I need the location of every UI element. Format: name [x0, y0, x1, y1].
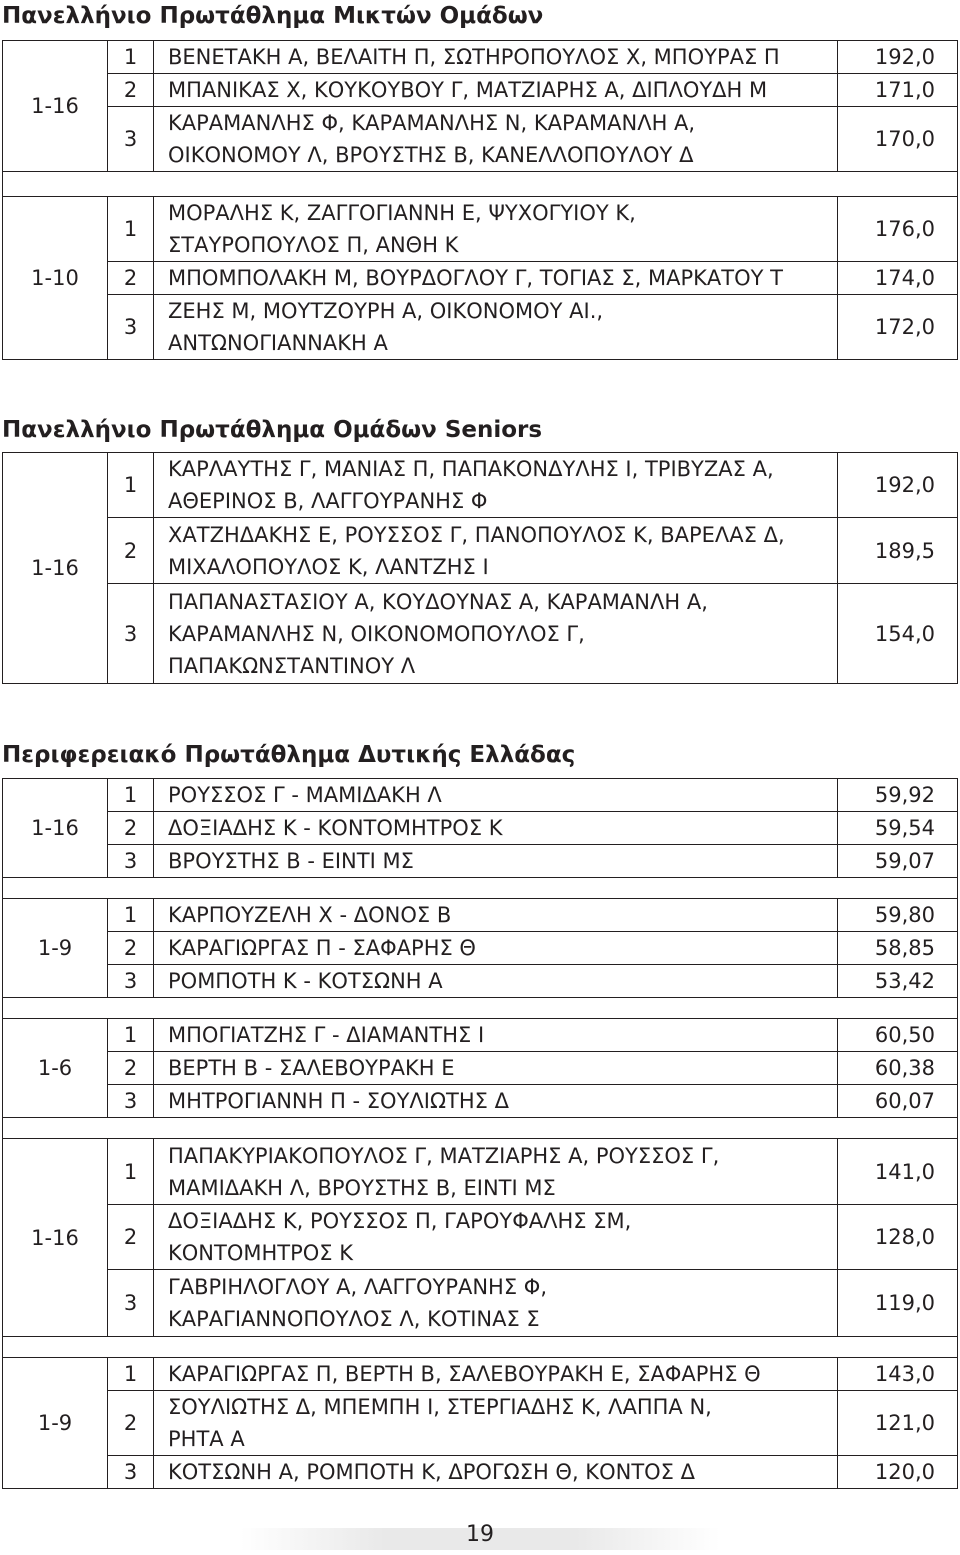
- score-cell: 59,07: [838, 845, 958, 878]
- names-cell: [154, 812, 838, 845]
- names-line: ΚΑΡΛΑΥΤΗΣ Γ, ΜΑΝΙΑΣ Π, ΠΑΠΑΚΟΝΔΥΛΗΣ Ι, ΤΡΙΒΥΖΑΣ Α,: [168, 457, 774, 481]
- score-cell: 59,80: [838, 899, 958, 932]
- score-cell: 128,0: [838, 1205, 958, 1270]
- score-cell: 120,0: [838, 1456, 958, 1489]
- names-cell: [154, 1019, 838, 1052]
- table-row: [3, 518, 958, 584]
- names-line: ΖΕΗΣ Μ, ΜΟΥΤΖΟΥΡΗ Α, ΟΙΚΟΝΟΜΟΥ ΑΙ.,: [168, 299, 604, 323]
- category-cell: 1-9: [3, 1358, 108, 1489]
- names-cell: [154, 1391, 838, 1456]
- position-cell: 2: [108, 812, 154, 845]
- position-cell: 1: [108, 779, 154, 812]
- names-cell: [154, 41, 838, 74]
- score-cell: 58,85: [838, 932, 958, 965]
- names-line: ΣΟΥΛΙΩΤΗΣ Δ, ΜΠΕΜΠΗ Ι, ΣΤΕΡΓΙΑΔΗΣ Κ, ΛΑΠΠΑ Ν,: [168, 1395, 712, 1419]
- names-cell: [154, 1052, 838, 1085]
- table-row: [3, 899, 958, 932]
- results-table-western-greece: [2, 778, 958, 1489]
- names-line: ΡΟΥΣΣΟΣ Γ - ΜΑΜΙΔΑΚΗ Λ: [168, 783, 442, 807]
- names-line: ΒΕΝΕΤΑΚΗ Α, ΒΕΛΑΙΤΗ Π, ΣΩΤΗΡΟΠΟΥΛΟΣ Χ, ΜΠΟΥΡΑΣ Π: [168, 45, 780, 69]
- names-line: ΜΙΧΑΛΟΠΟΥΛΟΣ Κ, ΛΑΝΤΖΗΣ Ι: [168, 554, 489, 579]
- names-line: ΒΕΡΤΗ Β - ΣΑΛΕΒΟΥΡΑΚΗ Ε: [168, 1056, 455, 1080]
- names-line: ΚΑΡΑΜΑΝΛΗΣ Φ, ΚΑΡΑΜΑΝΛΗΣ Ν, ΚΑΡΑΜΑΝΛΗ Α,: [168, 111, 696, 135]
- names-cell: [154, 584, 838, 684]
- section-title-western-greece: Περιφερειακό Πρωτάθλημα Δυτικής Ελλάδας: [2, 742, 576, 768]
- score-cell: 53,42: [838, 965, 958, 998]
- names-line: ΜΗΤΡΟΓΙΑΝΝΗ Π - ΣΟΥΛΙΩΤΗΣ Δ: [168, 1089, 509, 1113]
- score-cell: 174,0: [838, 262, 958, 295]
- group-separator: [3, 1118, 958, 1139]
- names-line: ΚΟΝΤΟΜΗΤΡΟΣ Κ: [168, 1241, 354, 1265]
- category-cell: 1-9: [3, 899, 108, 998]
- score-cell: 154,0: [838, 584, 958, 684]
- names-cell: [154, 107, 838, 172]
- category-cell: 1-6: [3, 1019, 108, 1118]
- position-cell: 1: [108, 41, 154, 74]
- position-cell: 1: [108, 1019, 154, 1052]
- position-cell: 3: [108, 295, 154, 360]
- names-line: ΧΑΤΖΗΔΑΚΗΣ Ε, ΡΟΥΣΣΟΣ Γ, ΠΑΝΟΠΟΥΛΟΣ Κ, ΒΑΡΕΛΑΣ Δ,: [168, 522, 785, 547]
- names-cell: [154, 1456, 838, 1489]
- names-line: ΚΑΡΑΓΙΩΡΓΑΣ Π, ΒΕΡΤΗ Β, ΣΑΛΕΒΟΥΡΑΚΗ Ε, ΣΑΦΑΡΗΣ Θ: [168, 1362, 761, 1386]
- names-cell: [154, 899, 838, 932]
- group-separator: [3, 998, 958, 1019]
- names-line: ΔΟΞΙΑΔΗΣ Κ - ΚΟΝΤΟΜΗΤΡΟΣ Κ: [168, 816, 503, 840]
- score-cell: 121,0: [838, 1391, 958, 1456]
- category-cell: 1-16: [3, 1139, 108, 1337]
- names-line: ΡΗΤΑ Α: [168, 1427, 245, 1451]
- table-row: [3, 107, 958, 172]
- table-row: [3, 1391, 958, 1456]
- score-cell: 192,0: [838, 453, 958, 518]
- score-cell: 60,07: [838, 1085, 958, 1118]
- section-title-mixed-teams: Πανελλήνιο Πρωτάθλημα Μικτών Ομάδων: [2, 3, 544, 29]
- category-cell: 1-16: [3, 41, 108, 172]
- names-cell: [154, 932, 838, 965]
- position-cell: 3: [108, 965, 154, 998]
- table-row: [3, 1205, 958, 1270]
- table-row: [3, 932, 958, 965]
- results-table-mixed-teams: [2, 40, 958, 360]
- names-line: ΔΟΞΙΑΔΗΣ Κ, ΡΟΥΣΣΟΣ Π, ΓΑΡΟΥΦΑΛΗΣ ΣΜ,: [168, 1209, 632, 1233]
- names-line: ΒΡΟΥΣΤΗΣ Β - ΕΙΝΤΙ ΜΣ: [168, 849, 414, 873]
- table-row: [3, 1270, 958, 1337]
- names-cell: [154, 518, 838, 584]
- table-row: [3, 584, 958, 684]
- position-cell: 3: [108, 107, 154, 172]
- names-line: ΜΑΜΙΔΑΚΗ Λ, ΒΡΟΥΣΤΗΣ Β, ΕΙΝΤΙ ΜΣ: [168, 1175, 556, 1200]
- position-cell: 3: [108, 845, 154, 878]
- names-line: ΚΑΡΑΓΙΑΝΝΟΠΟΥΛΟΣ Λ, ΚΟΤΙΝΑΣ Σ: [168, 1307, 540, 1331]
- names-line: ΚΑΡΠΟΥΖΕΛΗ Χ - ΔΟΝΟΣ Β: [168, 903, 452, 927]
- position-cell: 3: [108, 584, 154, 684]
- table-row: [3, 197, 958, 262]
- names-line: ΠΑΠΑΝΑΣΤΑΣΙΟΥ Α, ΚΟΥΔΟΥΝΑΣ Α, ΚΑΡΑΜΑΝΛΗ Α,: [168, 589, 708, 614]
- names-line: ΠΑΠΑΚΩΝΣΤΑΝΤΙΝΟΥ Λ: [168, 653, 416, 678]
- section-title-seniors: Πανελλήνιο Πρωτάθλημα Ομάδων Seniors: [2, 417, 543, 443]
- position-cell: 1: [108, 899, 154, 932]
- names-line: ΑΝΤΩΝΟΓΙΑΝΝΑΚΗ Α: [168, 331, 388, 355]
- names-line: ΓΑΒΡΙΗΛΟΓΛΟΥ Α, ΛΑΓΓΟΥΡΑΝΗΣ Φ,: [168, 1275, 547, 1299]
- table-row: [3, 1085, 958, 1118]
- names-cell: [154, 965, 838, 998]
- table-row: [3, 812, 958, 845]
- names-cell: [154, 295, 838, 360]
- names-line: ΜΠΟΓΙΑΤΖΗΣ Γ - ΔΙΑΜΑΝΤΗΣ Ι: [168, 1023, 485, 1047]
- table-row: [3, 845, 958, 878]
- score-cell: 59,54: [838, 812, 958, 845]
- results-table-seniors: [2, 452, 958, 684]
- position-cell: 3: [108, 1270, 154, 1337]
- names-line: ΠΑΠΑΚΥΡΙΑΚΟΠΟΥΛΟΣ Γ, ΜΑΤΖΙΑΡΗΣ Α, ΡΟΥΣΣΟΣ Γ,: [168, 1143, 720, 1168]
- names-cell: [154, 262, 838, 295]
- score-cell: 141,0: [838, 1139, 958, 1205]
- score-cell: 59,92: [838, 779, 958, 812]
- names-line: ΚΑΡΑΜΑΝΛΗΣ Ν, ΟΙΚΟΝΟΜΟΠΟΥΛΟΣ Γ,: [168, 621, 585, 646]
- names-cell: [154, 845, 838, 878]
- position-cell: 1: [108, 1358, 154, 1391]
- names-line: ΑΘΕΡΙΝΟΣ Β, ΛΑΓΓΟΥΡΑΝΗΣ Φ: [168, 489, 488, 513]
- position-cell: 2: [108, 518, 154, 584]
- score-cell: 192,0: [838, 41, 958, 74]
- page-number: 19: [466, 1522, 494, 1547]
- table-row: [3, 1139, 958, 1205]
- score-cell: 171,0: [838, 74, 958, 107]
- names-cell: [154, 1270, 838, 1337]
- score-cell: 60,38: [838, 1052, 958, 1085]
- table-row: [3, 1358, 958, 1391]
- group-separator: [3, 878, 958, 899]
- score-cell: 143,0: [838, 1358, 958, 1391]
- category-cell: 1-16: [3, 779, 108, 878]
- table-row: [3, 262, 958, 295]
- position-cell: 2: [108, 1205, 154, 1270]
- score-cell: 176,0: [838, 197, 958, 262]
- score-cell: 60,50: [838, 1019, 958, 1052]
- names-line: ΜΟΡΑΛΗΣ Κ, ΖΑΓΓΟΓΙΑΝΝΗ Ε, ΨΥΧΟΓΥΙΟΥ Κ,: [168, 201, 636, 225]
- group-separator: [3, 172, 958, 197]
- page-number-footer: [0, 1520, 960, 1555]
- names-cell: [154, 1205, 838, 1270]
- names-line: ΜΠΑΝΙΚΑΣ Χ, ΚΟΥΚΟΥΒΟΥ Γ, ΜΑΤΖΙΑΡΗΣ Α, ΔΙΠΛΟΥΔΗ Μ: [168, 78, 768, 102]
- position-cell: 2: [108, 74, 154, 107]
- position-cell: 2: [108, 932, 154, 965]
- names-cell: [154, 1085, 838, 1118]
- names-line: ΡΟΜΠΟΤΗ Κ - ΚΟΤΣΩΝΗ Α: [168, 969, 443, 993]
- category-cell: 1-16: [3, 453, 108, 684]
- position-cell: 2: [108, 262, 154, 295]
- names-line: ΚΑΡΑΓΙΩΡΓΑΣ Π - ΣΑΦΑΡΗΣ Θ: [168, 936, 476, 960]
- table-row: [3, 41, 958, 74]
- names-line: ΣΤΑΥΡΟΠΟΥΛΟΣ Π, ΑΝΘΗ Κ: [168, 233, 459, 257]
- table-row: [3, 1019, 958, 1052]
- position-cell: 1: [108, 1139, 154, 1205]
- table-row: [3, 1052, 958, 1085]
- position-cell: 2: [108, 1391, 154, 1456]
- names-cell: [154, 453, 838, 518]
- names-line: ΟΙΚΟΝΟΜΟΥ Λ, ΒΡΟΥΣΤΗΣ Β, ΚΑΝΕΛΛΟΠΟΥΛΟΥ Δ: [168, 143, 694, 167]
- position-cell: 2: [108, 1052, 154, 1085]
- table-row: [3, 453, 958, 518]
- position-cell: 1: [108, 197, 154, 262]
- position-cell: 3: [108, 1456, 154, 1489]
- names-cell: [154, 74, 838, 107]
- score-cell: 119,0: [838, 1270, 958, 1337]
- group-separator: [3, 1337, 958, 1358]
- score-cell: 170,0: [838, 107, 958, 172]
- names-cell: [154, 1139, 838, 1205]
- table-row: [3, 965, 958, 998]
- names-cell: [154, 197, 838, 262]
- names-line: ΚΟΤΣΩΝΗ Α, ΡΟΜΠΟΤΗ Κ, ΔΡΟΓΩΣΗ Θ, ΚΟΝΤΟΣ Δ: [168, 1460, 695, 1484]
- score-cell: 172,0: [838, 295, 958, 360]
- category-cell: 1-10: [3, 197, 108, 360]
- position-cell: 3: [108, 1085, 154, 1118]
- table-row: [3, 779, 958, 812]
- names-line: ΜΠΟΜΠΟΛΑΚΗ Μ, ΒΟΥΡΔΟΓΛΟΥ Γ, ΤΟΓΙΑΣ Σ, ΜΑΡΚΑΤΟΥ Τ: [168, 266, 783, 290]
- position-cell: 1: [108, 453, 154, 518]
- table-row: [3, 1456, 958, 1489]
- names-cell: [154, 779, 838, 812]
- score-cell: 189,5: [838, 518, 958, 584]
- table-row: [3, 74, 958, 107]
- table-row: [3, 295, 958, 360]
- names-cell: [154, 1358, 838, 1391]
